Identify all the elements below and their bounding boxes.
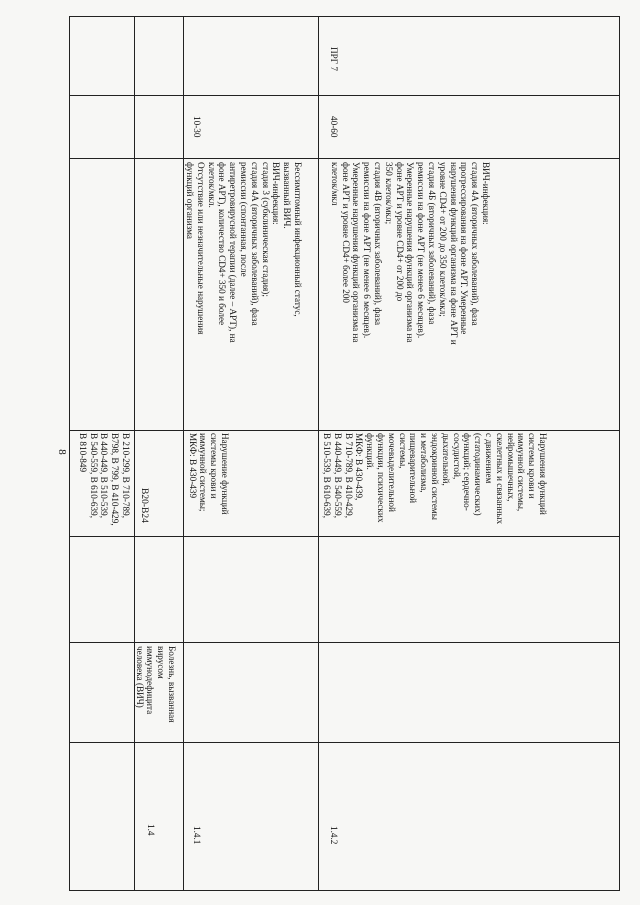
- table-bottom-border: [69, 890, 620, 891]
- row-number: 1.4.1: [192, 826, 202, 845]
- row-divider: [318, 16, 319, 891]
- row-number: 1.4: [146, 824, 156, 836]
- function-disorders-cell: Нарушения функций системы крови и иммунной системы, нейромышечных, скелетных и связанных с движением (статодинамических) функций; сердечно- сосудистой, дыхательной, эндокринной системы и метаболизма, пищеварительной системы, мочевыделительной функции, психических функций. МКФ: В 430-439, В 710-789, В 410-429, В 440-449, В 540-559, В 510-539, В 610-639,: [322, 433, 548, 525]
- row-divider: [183, 16, 184, 891]
- clinical-characteristics-cell: ВИЧ-инфекция: стадия 4А (вторичных заболеваний), фаза прогрессирования на фоне АРТ. Умеренные нарушения функций организма на фоне АРТ и уровне CD4+ от 200 до 350 клеток/мкл; стадия 4Б (вторичных заболеваний), фаза ремиссии на фоне АРТ (не менее 6 месяцев). Умеренные нарушения функций организма на фоне АРТ и уровне CD4+ от 200 до 350 клеток/мкл; стадия 4В (вторичных заболеваний), фаза ремиссии на фоне АРТ (не менее 6 месяцев). Умеренные нарушения функций организма на фоне АРТ и уровне CD4+ более 200 клеток/мкл: [329, 162, 491, 345]
- function-disorders-cell: Нарушение функций системы крови и иммунной системы; МКФ: В 430-439: [187, 433, 230, 515]
- row-divider: [134, 16, 135, 891]
- percent-cell: 10-30: [192, 116, 202, 138]
- table-top-border: [69, 16, 620, 17]
- percent-cell: 40-60: [329, 116, 339, 138]
- column-divider: [69, 742, 620, 743]
- column-divider: [69, 158, 620, 159]
- column-divider: [69, 430, 620, 431]
- table-right-border: [619, 16, 620, 891]
- disease-name-cell: Болезнь, вызванная вирусом иммунодефицита человека (ВИЧ): [134, 646, 177, 723]
- column-divider: [69, 642, 620, 643]
- row-number: 1.4.2: [329, 826, 339, 845]
- column-divider: [69, 536, 620, 537]
- clinical-characteristics-cell: Бессимптомный инфекционный статус, вызванный ВИЧ. ВИЧ-инфекция: стадия 3 (субклиническая стадия); стадия 4А (вторичных заболеваний), фаза ремиссии (спонтанная, после антиретровирусной терапии (далее – АРТ), на фоне АРТ), количество CD4+ 350 и более клеток/мкл. Отсутствие или незначительные нарушения функций организма: [185, 162, 303, 343]
- page-number: 8: [56, 449, 68, 455]
- reference-cell: ПРГ 7: [329, 47, 339, 71]
- function-disorders-cell: В 210-299, В 710-789, В798, В 799, В 410-429, В 440-449, В 510-539, В 540-559, В 610-639, В 810-849: [77, 433, 131, 526]
- icd-code-cell: В20-В24: [139, 488, 149, 523]
- table-left-border: [69, 16, 70, 891]
- column-divider: [69, 95, 620, 96]
